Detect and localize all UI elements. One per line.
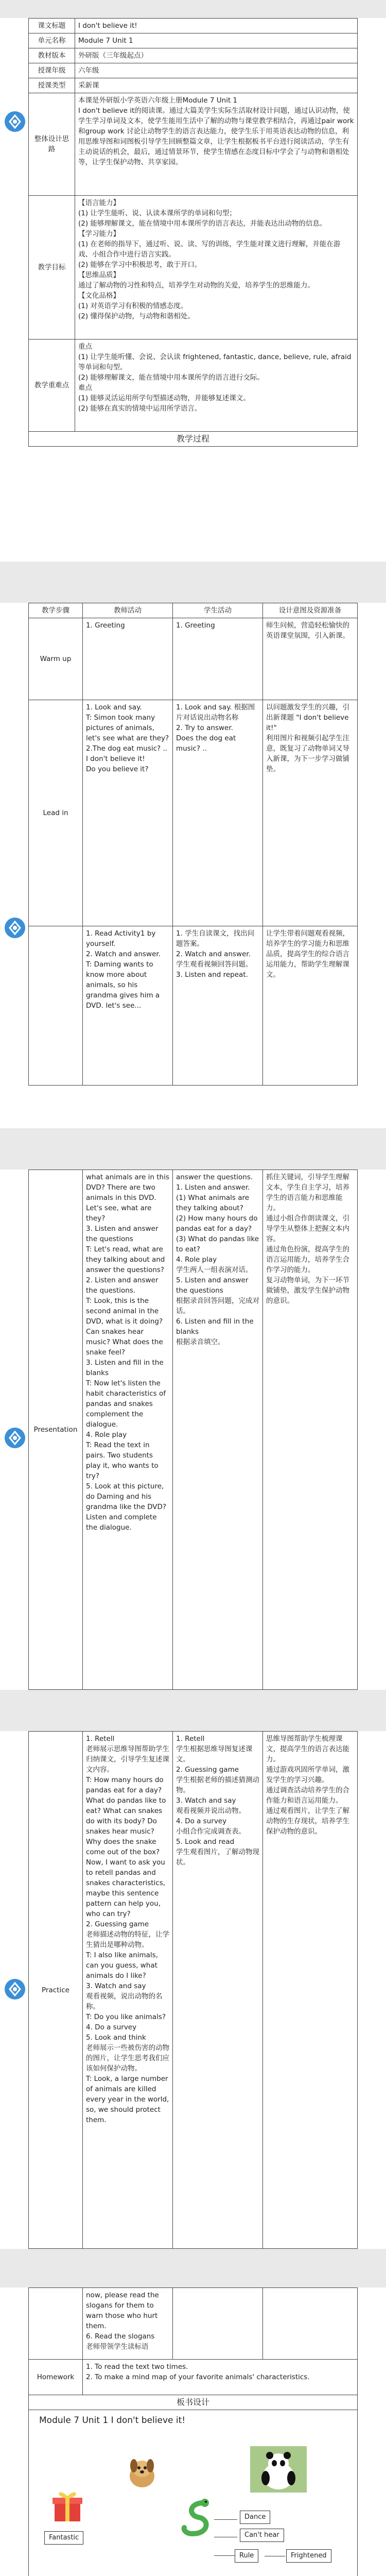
header-student: 学生活动 [173,603,263,618]
teacher-line: T: Read the text in pairs. Two students play it, who wants to try? [86,1441,159,1480]
teacher-line: T: I also like animals, can you guess, what animals do I like? [86,1951,158,1980]
goal-line: (1) 对英语学习有积极的情感态度。 [78,302,188,310]
teacher-line: 老师展示思维导图帮助学生归纳课文，引导学生复述课文内容。 [86,1745,169,1774]
teacher-line: now, please read the slogans for them to warn those who hurt them. [86,2291,159,2330]
teacher-line: 3. Watch and say [86,1982,146,1990]
word-dance: Dance [240,2511,270,2524]
process-table-1 [28,603,358,1086]
design-cell [263,1170,358,1690]
design-line: 以问题激发学生的兴趣，引出新课题 "I don't believe it!" [266,703,349,732]
student-cell [173,700,263,926]
student-line: 学生观看视频回答问题。 [176,960,253,969]
process-caption: 教学过程 [29,432,358,447]
goal-text [75,196,358,340]
design-label: 整体设计思路 [29,93,75,196]
teacher-line: 1. Greeting [86,621,125,630]
teacher-line: what animals are in this DVD? There are two animals in this DVD. Let's see, what are they? [86,1173,169,1223]
teacher-line: T: Simon took many pictures of animals, let's see what are they? [86,714,169,742]
word-cant-hear: Can't hear [240,2529,284,2542]
design-cell [263,618,358,700]
step-lead-in: Lead in [29,700,83,926]
unit-label: 单元名称 [29,33,75,48]
key-text [75,340,358,432]
teacher-line: I don't believe it! [86,755,145,763]
student-line: 根据录音填空。 [176,1338,225,1346]
homework-cell [83,2360,358,2395]
process-table-2 [28,1170,358,1690]
process-table-4 [28,2287,358,2576]
key-line: (1) 让学生能听懂、会说、会认读 frightened, fantastic, dance, believe, rule, afraid 等单词和句型。 [78,353,352,371]
student-line: 观看视频并说出动物。 [176,1807,245,1815]
design-line: 通过小组合作朗读课文，引导学生从整体上把握文本内容。 [266,1214,349,1243]
teacher-line: T: Daming wants to know more about animals, so his grandma gives him a DVD. let's see... [86,960,160,1010]
teacher-line: 5. Look at this picture, do Daming and his grandma like the DVD? Listen and complete the dialogue. [86,1482,167,1532]
student-line: 1. Listen and answer. [176,1183,250,1192]
key-line: (2) 能够理解课文，能在情境中用本课所学的语言进行交际。 [78,374,264,382]
teacher-line: T: How many hours do pandas eat for a day? What do pandas like to eat? What can snakes do with its body? Do snakes hear music? Why does the snake come out of the box? [86,1776,166,1856]
student-cell [173,2288,263,2360]
goal-line: (2) 能够理解课文，能在情境中用本课所学的语言表达，并能表达出动物的信息。 [78,219,327,228]
header-design: 设计意图及资源准备 [263,603,358,618]
word-frightened: Frightened [286,2549,331,2563]
teacher-line: T: Now let's listen the habit characteristics of pandas and snakes complement the dialogue. [86,1379,166,1429]
design-line: 让学生带着问题观看视频，培养学生的学习能力和思维品质，提高学生的综合语言运用能力，帮助学生理解课文。 [266,929,349,979]
homework-line: 1. To read the text two times. [86,2363,188,2371]
design-line: 师生问候，营造轻松愉快的英语课堂氛围，引入新课。 [266,621,349,640]
grade-label: 授课年级 [29,63,75,78]
teacher-line: 老师展示一些被伤害的动物的图片，让学生思考我们应该如何保护动物。 [86,2044,169,2073]
header-step: 教学步骤 [29,603,83,618]
teacher-line: 5. Look and think [86,2033,146,2042]
teacher-line: 1. Look and say. [86,703,142,711]
logo-icon [4,1427,26,1449]
student-line: 1. Look and say. 根据图片对话说出动物名称 [176,703,255,722]
teacher-line: 老师描述动物的特征，让学生猜出是哪种动物。 [86,1930,169,1949]
student-line: 学生两人一组表演对话。 [176,1266,253,1274]
board-label: 板书设计 [29,2395,358,2410]
design-cell [263,2288,358,2360]
step-cont [29,2288,83,2360]
teacher-cell [83,926,173,1086]
topic-value: I don't believe it! [75,19,358,33]
student-line: 5. Look and read [176,1838,235,1846]
design-line: 抓住关键词，引导学生理解文本，学生自主学习，培养学生的语言能力和思维能力。 [266,1173,349,1212]
board-cell [29,2410,358,2576]
page-5 [28,2287,358,2576]
teacher-line: 4. Do a survey [86,2023,137,2031]
key-label: 教学重难点 [29,340,75,432]
student-cell [173,926,263,1086]
design-line: 思维导图帮助学生梳理课文，提高学生的语言表达能力。 [266,1735,349,1764]
teacher-cell [83,2288,173,2360]
goal-line: 【文化品格】 [78,292,120,300]
logo-icon [4,1978,26,2000]
dog-picture [121,2451,163,2493]
student-line: 4. Do a survey [176,1817,227,1825]
goal-line: (2) 能够在学习中积极思考，敢于开口。 [78,261,202,269]
student-line: 学生观看图片，了解动物现状。 [176,1848,259,1867]
type-value: 采新课 [75,78,358,93]
design-cell [263,926,358,1086]
header-teacher: 教师活动 [83,603,173,618]
teacher-line: 3. Listen and fill in the blanks [86,1359,164,1377]
student-line: 学生根据老师的描述猜测动物。 [176,1776,259,1794]
snake-picture [178,2498,214,2539]
design-line: 复习动物单词，为下一环节做铺垫，激发学生保护动物的意识。 [266,1276,349,1305]
design-line: 利用图片和视频引起学生注意，既复习了动物单词又导入新课，为下一步学习做铺垫。 [266,734,349,773]
process-table-3 [28,1731,358,2249]
word-fantastic: Fantastic [44,2531,83,2545]
student-cell [173,618,263,700]
page-2 [28,603,358,1128]
gift-box-picture [49,2487,85,2523]
goal-line: (1) 在老师的指导下，通过听、说、读、写的训练，学生能对课文进行理解，并能在游戏、小组合作中进行语言实践。 [78,240,341,259]
student-line: 学生根据思维导图复述课文。 [176,1745,253,1764]
type-label: 授课类型 [29,78,75,93]
logo-icon [4,917,26,939]
student-line: 5. Listen and answer the questions [176,1276,249,1295]
goal-line: (1) 让学生能听、说、认读本课所学的单词和句型； [78,209,236,217]
teacher-line: T: Do you like animals? [86,2013,166,2021]
key-line: (1) 能够灵活运用所学句型描述动物，并能够复述课文。 [78,394,250,402]
teacher-cell [83,1170,173,1690]
step-presentation: Presentation [29,1170,83,1690]
book-value: 外研版（三年级起点） [75,48,358,63]
goal-line: 通过了解动物的习性和特点，培养学生对动物的关爱，培养学生的思维能力。 [78,281,314,290]
design-cell [263,1732,358,2249]
design-line: 通过角色扮演，提高学生的语言运用能力，培养学生合作学习的能力。 [266,1245,349,1274]
design-text [75,93,358,196]
student-line: (3) What do pandas like to eat? [176,1235,259,1253]
step-warm-up: Warm up [29,618,83,700]
book-label: 教材版本 [29,48,75,63]
unit-value: Module 7 Unit 1 [75,33,358,48]
step-blank [29,926,83,1086]
student-line: (2) How many hours do pandas eat for a day? [176,1214,258,1233]
teacher-line: T: Look, a large number of animals are killed every year in the world, so, we should protect them. [86,2075,169,2124]
teacher-line: 观看视频，说出动物的名称。 [86,1992,163,2011]
student-line: 2. Try to answer. [176,724,233,732]
arrow-line [214,2519,237,2520]
topic-label: 课文标题 [29,19,75,33]
key-line: 重点 [78,343,92,351]
board-design [29,2410,357,2576]
student-line: 4. Role play [176,1256,217,1264]
logo-icon [4,111,26,132]
page-1 [28,18,358,562]
teacher-line: Do you believe it? [86,765,149,773]
teacher-line: T: Look, this is the second animal in the DVD, what is it doing? Can snakes hear music? What does the snake feel? [86,1297,163,1357]
key-line: (2) 能够在真实的情境中运用所学语言。 [78,404,202,413]
teacher-cell [83,700,173,926]
teacher-line: 1. Read Activity1 by yourself. [86,929,156,948]
goal-label: 教学目标 [29,196,75,340]
key-line: 难点 [78,384,92,392]
design-cell [263,700,358,926]
design-line: 通过观看图片，让学生了解动物的生存现状，培养学生保护动物的意识。 [266,1807,349,1836]
teacher-line: 2.The dog eat music? .. [86,744,168,753]
student-line: answer the questions. [176,1173,253,1181]
teacher-line: 6. Read the slogans [86,2332,155,2341]
teacher-line: 2. Guessing game [86,1920,149,1928]
student-line: 2. Watch and answer. [176,950,251,958]
student-line: 1. 学生自读课文，找出问题答案。 [176,929,255,948]
student-line: 3. Watch and say [176,1797,236,1805]
step-practice: Practice [29,1732,83,2249]
teacher-line: T: Let's read, what are they talking about and answer the questions? [86,1245,165,1274]
grade-value: 六年级 [75,63,358,78]
goal-line: 【学习能力】 [78,230,120,238]
student-line: 小组合作完成调查表。 [176,1827,245,1836]
student-line: 1. Retell [176,1735,205,1743]
student-line: (1) What animals are they talking about? [176,1194,250,1212]
student-line: 根据录音回答问题，完成对话。 [176,1297,259,1315]
homework-label: Homework [29,2360,83,2395]
page-4 [28,1731,358,2249]
homework-line: 2. To make a mind map of your favorite animals' characteristics. [86,2373,310,2381]
teacher-line: 2. Listen and answer the questions. [86,1276,159,1295]
teacher-cell [83,618,173,700]
design-line: I don't believe it的阅读课。通过大篇美学生实际生活取材设计问题，通过认识动物，使学生学习单词及文本，使学生能用生活中了解的动物与课堂教学相结合，再通过pair work和group work 讨论让动物学生的语言表达能力，使学生乐于用英语表达动物的信息，利用思维导图和词图板引导学生回顾整篇文章，让学生根据板书平台进行阅读活动，学生有主动说话的机会，最后，通过情景环节，使学生情感在态度目标中学会了与动物和谐相处等，让学生保护动物、共享家园。 [78,107,354,166]
design-line: 通过调查活动培养学生的合作能力和语言运用能力。 [266,1786,349,1805]
teacher-line: 2. Watch and answer. [86,950,161,958]
student-line: 2. Guessing game [176,1766,239,1774]
teacher-line: Now, I want to ask you to retell pandas and snakes characteristics, maybe this sentence pattern can help you, who can try? [86,1858,166,1918]
word-rule: Rule [235,2549,258,2563]
teacher-line: 1. Retell [86,1735,115,1743]
student-line: 6. Listen and fill in the blanks [176,1317,254,1336]
student-cell [173,1732,263,2249]
student-cell [173,1170,263,1690]
board-title: Module 7 Unit 1 I don't believe it! [39,2415,186,2426]
arrow-line [214,2555,237,2556]
page-3 [28,1170,358,1690]
design-line: 本课是外研版小学英语六年级上册Module 7 Unit 1 [78,96,238,105]
teacher-cell [83,1732,173,2249]
goal-line: 【思维品质】 [78,271,120,279]
panda-picture [250,2446,307,2493]
teacher-line: 3. Listen and answer the questions [86,1225,159,1243]
teacher-line: 4. Role play [86,1431,127,1439]
student-line: 1. Greeting [176,621,215,630]
lesson-info-table [28,18,358,447]
design-line: 通过游戏巩固所学单词，激发学生的学习兴趣。 [266,1766,349,1784]
student-line: Does the dog eat music? .. [176,734,236,753]
goal-line: (2) 懂得保护动物，与动物和谐相处。 [78,312,195,320]
student-line: 3. Listen and repeat. [176,971,248,979]
goal-line: 【语言能力】 [78,199,120,207]
teacher-line: 老师带领学生读标语 [86,2343,149,2351]
